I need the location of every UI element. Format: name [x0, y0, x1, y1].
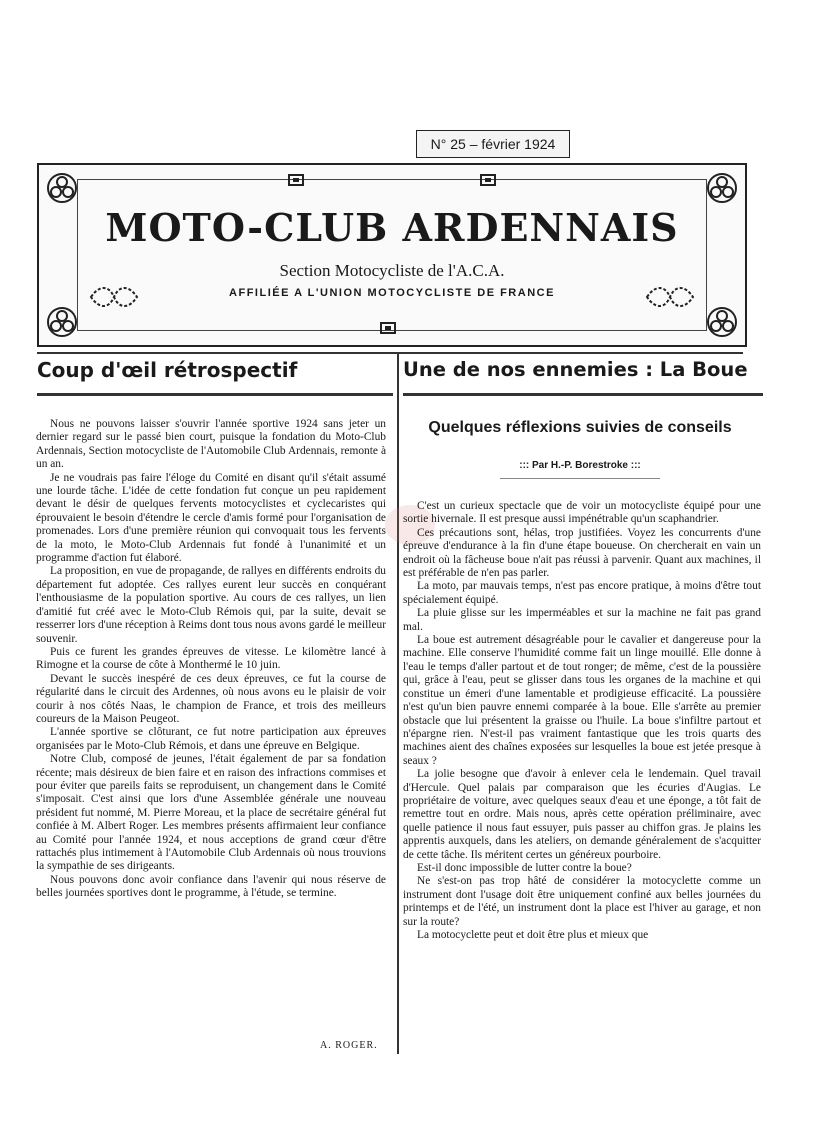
- flower-ornament-icon: [705, 305, 739, 339]
- paragraph: Devant le succès inespéré de ces deux épreuves, ce fut la course de régularité dans le circuit des Ardennes, où nous avons eu le plaisir de voir courir à nos côtés Naas, le champion de France, et trois des meilleurs coureurs de la Maison Peugeot.: [36, 672, 386, 725]
- paragraph: La proposition, en vue de propagande, de rallyes en différents endroits du département fut adoptée. Ces rallyes eurent leur succès en conquérant l'enthousiasme de la population sportive. Au cours de ces rallyes, un lien d'amitié fut créé avec le Moto-Club Rémois qui, par la suite, devait se resserrer lors d'une réception à Reims dont tous nous avons gardé le meilleur souvenir.: [36, 565, 387, 645]
- paragraph: Est-il donc impossible de lutter contre la boue?: [417, 861, 632, 874]
- left-article-body: [36, 418, 386, 901]
- left-article-title: Coup d'œil rétrospectif: [37, 358, 298, 382]
- right-article-subtitle: Quelques réflexions suivies de conseils: [428, 419, 732, 436]
- section-divider: [37, 352, 743, 354]
- paragraph: Nous ne pouvons laisser s'ouvrir l'année sportive 1924 sans jeter un dernier regard sur le passé bien court, puisque la fondation du Moto-Club Ardennais, Section motocycliste de l'Automobile Club Ardennais, remonte à un an.: [36, 418, 386, 471]
- square-ornament-icon: [287, 173, 305, 187]
- paragraph: La pluie glisse sur les imperméables et sur la machine ne fait pas grand mal.: [403, 607, 761, 633]
- article-signature: A. ROGER.: [320, 1040, 378, 1051]
- right-article-title: Une de nos ennemies : La Boue: [403, 358, 748, 381]
- paragraph: La motocyclette peut et doit être plus et mieux que: [417, 929, 649, 941]
- byline-underline: [500, 478, 660, 479]
- affiliation-line: AFFILIÉE A L'UNION MOTOCYCLISTE DE FRANCE: [229, 287, 555, 299]
- flower-ornament-icon: [45, 305, 79, 339]
- issue-label: N° 25 – février 1924: [416, 130, 570, 158]
- paragraph: C'est un curieux spectacle que de voir un motocycliste équipé pour une sortie hivernale. Il est presque aussi impénétrable qu'un scaphandrier.: [403, 500, 761, 526]
- right-article-body: [403, 500, 761, 942]
- right-title-rule: [403, 393, 763, 396]
- square-ornament-icon: [479, 173, 497, 187]
- left-title-rule: [37, 393, 393, 396]
- paragraph: L'année sportive se clôturant, ce fut notre participation aux épreuves organisées par le Moto-Club Rémois, et dans une épreuve en Belgique.: [36, 726, 386, 752]
- club-name: MOTO-CLUB ARDENNAIS: [105, 205, 679, 250]
- flower-ornament-icon: [45, 171, 79, 205]
- flower-ornament-icon: [705, 171, 739, 205]
- masthead-inner-frame: [77, 179, 707, 331]
- paragraph: La jolie besogne que d'avoir à enlever cela le lendemain. Quel travail d'Hercule. Quel palais par comparaison que les écuries d'Augias. Le propriétaire de voiture, avec quelques seaux d'eau et une éponge, a tôt fait de remettre tout en ordre. Mais nous, après cette opération préliminaire, avec quelle patience il nous faut essuyer, puis passer au chiffon gras. Je plains les apprentis auxquels, dans les ateliers, on demande généralement de s'acquitter de cette tâche. Ils méritent certes un généreux pourboire.: [403, 768, 761, 861]
- paragraph: Ces précautions sont, hélas, trop justifiées. Voyez les concurrents d'une épreuve d'endurance à la fin d'une étape boueuse. On chercherait en vain un endroit où la fâcheuse boue n'ait pas réussi à parvenir. Quant aux machines, il est préférable de n'en pas parler.: [403, 526, 761, 580]
- paragraph: Puis ce furent les grandes épreuves de vitesse. Le kilomètre lancé à Rimogne et la course de côte à Monthermé le 10 juin.: [36, 645, 386, 672]
- paragraph: Notre Club, composé de jeunes, l'était également de par sa fondation récente; mais désireux de bien faire et en raison des infractions commises et pour éviter que pareils faits se reproduisent, un changement dans le Comité s'imposait. C'est ainsi que lors d'une Assemblée générale une nouveau président fut nommé, M. Pierre Moreau, et la place de secrétaire général fut confiée à M. Albert Roger. Les membres présents affirmaient leur confiance au Comité pour l'année 1924, et nous acceptions de grand cœur d'être rattachés plus intimement à l'Automobile Club Ardennais où nous trouvions la sympathie de ses dirigeants.: [36, 753, 386, 873]
- paragraph: Nous pouvons donc avoir confiance dans l'avenir qui nous réserve de belles journées sportives dont le programme, à l'étude, se termine.: [36, 873, 386, 900]
- paragraph: La boue est autrement désagréable pour le cavalier et dangereuse pour la machine. Elle conserve l'humidité comme fait un linge mouillé. Elle donne à l'eau le temps d'aller partout et de tout ronger; de même, c'est de la poussière qui, grâce à l'eau, peut se glisser dans tous les organes de la machine et qui constitue un émeri d'une lamentable et prodigieuse efficacité. La poussière n'est qu'un bien pauvre ennemi comparée à la boue. Elle s'arrête au premier obstacle que lui présentent la graisse ou l'huile. La boue s'infiltre partout et n'épargne rien. N'est-il pas vraiment fantastique que les trois quarts des machines aient des chaînes exposées sur lesquelles la boue est jetée presque à seaux ?: [403, 634, 761, 767]
- masthead: [37, 163, 747, 347]
- paragraph: Je ne voudrais pas faire l'éloge du Comité en disant qu'il s'était assumé une lourde tâche. L'idée de cette fondation fut conçue un peu rapidement devant le désir de quelques fervents motocyclistes et cyclecaristes qui éprouvaient le besoin d'étendre le cercle d'amis formé pour l'organisation de promenades. Lors d'une première réunion qui convoquait tous les fervents de la moto, le Moto-Club Ardennais fut fondé à l'unanimité et un programme d'action fut élaboré.: [36, 471, 386, 565]
- column-divider: [397, 352, 399, 1054]
- square-ornament-icon: [379, 321, 397, 335]
- right-article-byline: ::: Par H.-P. Borestroke :::: [519, 460, 641, 471]
- paragraph: La moto, par mauvais temps, n'est pas encore pratique, à moins d'être tout spécialement équipé.: [403, 580, 761, 606]
- paragraph: Ne s'est-on pas trop hâté de considérer la motocyclette comme un instrument dont l'usage doit être uniquement confiné aux belles journées du printemps et de l'été, un instrument dont la place est l'hiver au garage, et non sur la route?: [403, 875, 761, 928]
- section-subtitle: Section Motocycliste de l'A.C.A.: [279, 261, 505, 280]
